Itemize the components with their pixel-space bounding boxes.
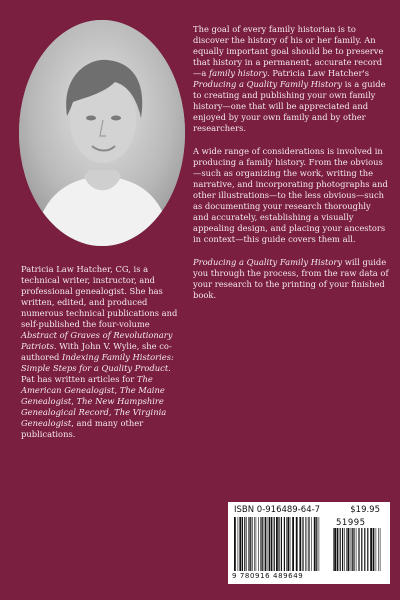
price-label: $19.95 xyxy=(350,505,380,515)
ean-barcode xyxy=(234,517,322,571)
isbn-label: ISBN 0-916489-64-7 xyxy=(234,505,321,515)
barcode-bar xyxy=(370,528,372,571)
barcode-bar xyxy=(287,517,289,571)
barcode-bar xyxy=(347,528,349,571)
barcode-bar xyxy=(337,528,339,571)
text-run: is a guide to creating and publishing your own family history—one that will be appreciated and enjoyed by your own family and by other researchers. xyxy=(193,79,386,133)
text-run: , xyxy=(114,385,120,395)
barcode-bar xyxy=(316,517,317,571)
text-run: . Patricia Law Hatcher's xyxy=(267,68,370,78)
barcode-bar xyxy=(314,517,316,571)
book-description xyxy=(193,24,389,313)
barcode-bar xyxy=(350,528,351,571)
addon-barcode xyxy=(333,528,381,571)
barcode-bar xyxy=(373,528,375,571)
barcode-bar xyxy=(319,517,320,571)
barcode-bar xyxy=(248,517,249,571)
text-run: The Virginia Genealogist xyxy=(21,407,167,428)
barcode-bar xyxy=(356,528,357,571)
text-run: The New Hampshire Genealogical Record xyxy=(21,396,164,417)
barcode-bar xyxy=(353,528,354,571)
description-paragraph-2 xyxy=(193,146,389,245)
barcode-bar xyxy=(258,517,259,571)
barcode-bar xyxy=(274,517,275,571)
barcode-bar xyxy=(311,517,312,571)
barcode-bar xyxy=(307,517,308,571)
barcode-bar xyxy=(367,528,368,571)
author-bio xyxy=(21,264,181,451)
barcode-bar xyxy=(334,528,336,571)
barcode-bar xyxy=(333,528,334,571)
text-run: The goal of every family historian is to discover the history of his or her family. An equally important goal should be to preserve that history in a permanent, accurate record—a xyxy=(193,24,384,78)
barcode-bar xyxy=(302,517,303,571)
barcode-bar xyxy=(244,517,245,571)
barcode-bar xyxy=(364,528,365,571)
barcode-bar xyxy=(278,517,279,571)
text-run: , xyxy=(71,396,77,406)
text-run: . With John V. Wylie, she co-authored xyxy=(21,341,172,362)
barcode-bar xyxy=(252,517,253,571)
barcode-bar xyxy=(254,517,255,571)
barcode-bar xyxy=(359,528,360,571)
barcode-bar xyxy=(246,517,247,571)
text-run: Patricia Law Hatcher, CG, is a technical writer, instructor, and professional genealogist. She has written, edited, and produced numerous technical publications and self-published the four-volume xyxy=(21,264,178,329)
barcode-bar xyxy=(260,517,261,571)
barcode-bar xyxy=(292,517,294,571)
barcode-bar xyxy=(299,517,301,571)
isbn-barcode-block xyxy=(228,502,390,584)
barcode-bar xyxy=(290,517,291,571)
barcode-bar xyxy=(242,517,243,571)
barcode-bar xyxy=(344,528,345,571)
text-run: will guide you through the process, from the raw data of your research to the printing of your finished book. xyxy=(193,257,389,300)
barcode-bar xyxy=(358,528,359,571)
barcode-bar xyxy=(361,528,362,571)
barcode-bar xyxy=(238,517,239,571)
description-paragraph-3 xyxy=(193,257,389,301)
text-run: The Maine Genealogist xyxy=(21,385,165,406)
barcode-bar xyxy=(346,528,347,571)
barcode-bar xyxy=(271,517,273,571)
barcode-bar xyxy=(250,517,251,571)
barcode-bar xyxy=(376,528,377,571)
barcode-bar xyxy=(256,517,257,571)
author-portrait-illustration xyxy=(19,20,185,246)
text-run: family history xyxy=(208,68,268,78)
barcode-bar xyxy=(276,517,278,571)
barcode-bar xyxy=(342,528,343,571)
barcode-bar xyxy=(340,528,341,571)
barcode-bar xyxy=(262,517,263,571)
ean-number: 9 780916 489649 xyxy=(232,572,304,580)
barcode-bar xyxy=(352,528,353,571)
barcode-bar xyxy=(269,517,270,571)
barcode-bar xyxy=(265,517,267,571)
text-run: , and many other publications. xyxy=(21,418,144,439)
text-run: Producing a Quality Family History xyxy=(193,257,343,267)
barcode-bar xyxy=(305,517,306,571)
barcode-bar xyxy=(380,528,381,571)
barcode-bar xyxy=(268,517,269,571)
addon-number: 51995 xyxy=(336,518,366,528)
text-run: A wide range of considerations is involved in producing a family history. From the obvious—such as organizing the work, writing the narrative, and incorporating photographs and other illustrations—to the less obvious—such as documenting your research thoroughly and accurately, establishing a visually appealing design, and placing your ancestors in context—this guide covers them all. xyxy=(193,146,388,244)
author-portrait xyxy=(19,20,185,246)
barcode-bar xyxy=(239,517,241,571)
text-run: The American Genealogist xyxy=(21,374,153,395)
barcode-bar xyxy=(378,528,379,571)
text-run: . Pat has written articles for xyxy=(21,363,171,384)
text-run: , xyxy=(108,407,115,417)
barcode-bar xyxy=(308,517,309,571)
barcode-bar xyxy=(281,517,282,571)
barcode-bar xyxy=(286,517,287,571)
author-bio-paragraph xyxy=(21,264,181,440)
barcode-bar xyxy=(296,517,298,571)
barcode-bar xyxy=(284,517,285,571)
description-paragraph-1 xyxy=(193,24,389,134)
text-run: Producing a Quality Family History xyxy=(193,79,343,89)
text-run: Abstract of Graves of Revolutionary Patriots xyxy=(21,330,173,351)
barcode-bar xyxy=(234,517,236,571)
text-run: Indexing Family Histories: Simple Steps for a Quality Product xyxy=(21,352,174,373)
